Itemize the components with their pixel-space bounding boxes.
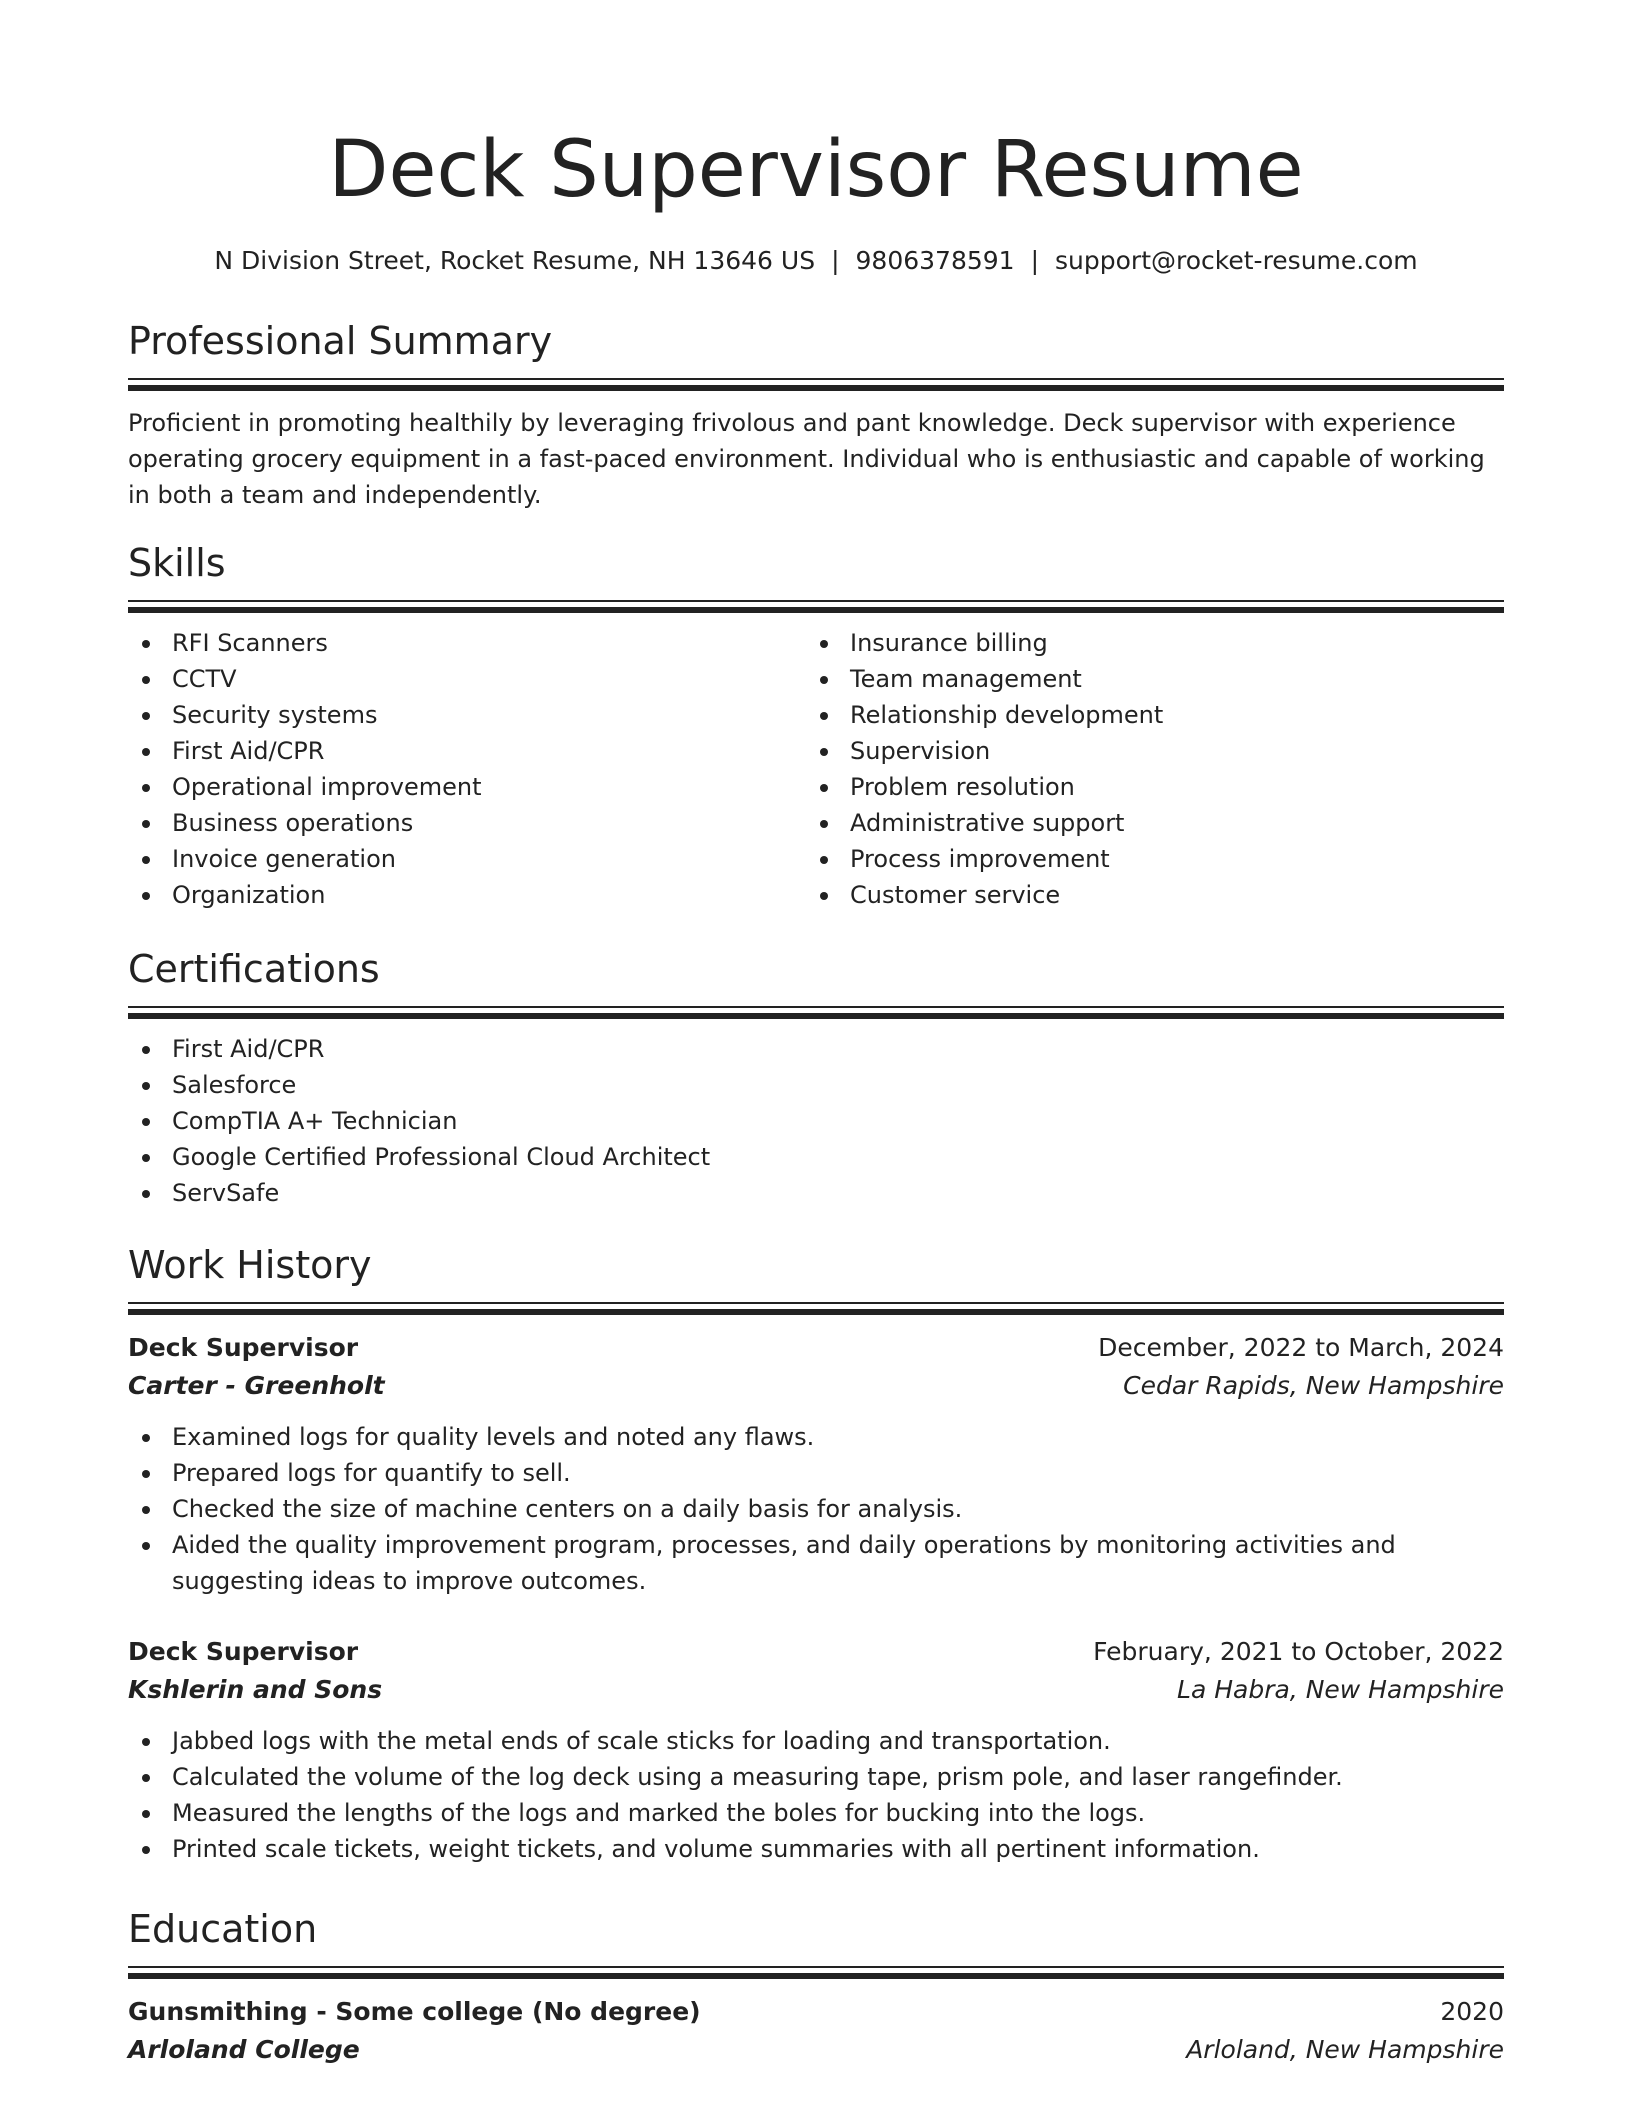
job-bullet: Printed scale tickets, weight tickets, and volume summaries with all pertinent information. — [128, 1831, 1504, 1867]
job-dates: February, 2021 to October, 2022 — [1093, 1637, 1504, 1666]
skill-item: RFI Scanners — [128, 625, 806, 661]
job-bullet: Calculated the volume of the log deck using a measuring tape, prism pole, and laser rangefinder. — [128, 1759, 1504, 1795]
section-heading: Skills — [128, 541, 226, 585]
skill-item: Process improvement — [806, 841, 1484, 877]
separator: | — [831, 246, 840, 275]
skills-section — [128, 538, 1504, 913]
job-bullet: Checked the size of machine centers on a daily basis for analysis. — [128, 1491, 1504, 1527]
skills-columns — [128, 613, 1504, 913]
job-entry — [128, 1633, 1504, 1867]
job-bullet: Measured the lengths of the logs and marked the boles for bucking into the logs. — [128, 1795, 1504, 1831]
skill-item: Supervision — [806, 733, 1484, 769]
resume-page — [128, 0, 1504, 2064]
skill-item: Operational improvement — [128, 769, 806, 805]
job-entry — [128, 1329, 1504, 1599]
address: N Division Street, Rocket Resume, NH 13646 US — [214, 246, 816, 275]
skill-item: Security systems — [128, 697, 806, 733]
resume-title: Deck Supervisor Resume — [328, 125, 1304, 215]
skill-item: Customer service — [806, 877, 1484, 913]
section-rule — [128, 1006, 1504, 1008]
section-rule — [128, 1966, 1504, 1968]
skill-item: Problem resolution — [806, 769, 1484, 805]
job-title: Deck Supervisor — [128, 1333, 359, 1362]
job-dates: December, 2022 to March, 2024 — [1098, 1333, 1504, 1362]
education-degree: Gunsmithing - Some college (No degree) — [128, 1997, 701, 2026]
section-heading: Certifications — [128, 947, 380, 991]
skill-item: Team management — [806, 661, 1484, 697]
job-location: La Habra, New Hampshire — [1177, 1675, 1504, 1704]
job-company: Kshlerin and Sons — [128, 1675, 383, 1704]
section-rule — [128, 1013, 1504, 1019]
certification-item: ServSafe — [128, 1175, 1504, 1211]
work-history-section — [128, 1240, 1504, 1867]
certification-item: Salesforce — [128, 1067, 1504, 1103]
education-section — [128, 1904, 1504, 2069]
section-rule — [128, 378, 1504, 380]
skills-column-left — [128, 613, 806, 913]
skill-item: First Aid/CPR — [128, 733, 806, 769]
education-entry — [128, 1993, 1504, 2069]
summary-text: Proficient in promoting healthily by leveraging frivolous and pant knowledge. Deck supervisor with experience operating grocery equipment in a fast-paced environment. Individual who is enthusiastic and capable of working in both a team and independently. — [128, 409, 1485, 509]
skill-item: CCTV — [128, 661, 806, 697]
section-heading: Work History — [128, 1243, 372, 1287]
section-rule — [128, 1973, 1504, 1979]
certification-item: CompTIA A+ Technician — [128, 1103, 1504, 1139]
section-heading: Education — [128, 1907, 318, 1951]
job-location: Cedar Rapids, New Hampshire — [1123, 1371, 1504, 1400]
contact-line — [128, 244, 1504, 278]
job-title: Deck Supervisor — [128, 1637, 359, 1666]
email[interactable]: support@rocket-resume.com — [1055, 246, 1418, 275]
skill-item: Relationship development — [806, 697, 1484, 733]
job-company: Carter - Greenholt — [128, 1371, 385, 1400]
skill-item: Business operations — [128, 805, 806, 841]
skill-item: Organization — [128, 877, 806, 913]
phone: 9806378591 — [855, 246, 1015, 275]
job-bullet: Jabbed logs with the metal ends of scale sticks for loading and transportation. — [128, 1723, 1504, 1759]
job-bullet: Examined logs for quality levels and noted any flaws. — [128, 1419, 1504, 1455]
certification-item: First Aid/CPR — [128, 1031, 1504, 1067]
certification-item: Google Certified Professional Cloud Architect — [128, 1139, 1504, 1175]
education-year: 2020 — [1440, 1997, 1504, 2026]
skill-item: Invoice generation — [128, 841, 806, 877]
job-bullet: Prepared logs for quantify to sell. — [128, 1455, 1504, 1491]
skills-column-right — [806, 613, 1484, 913]
skill-item: Administrative support — [806, 805, 1484, 841]
section-rule — [128, 1302, 1504, 1304]
skill-item: Insurance billing — [806, 625, 1484, 661]
section-rule — [128, 600, 1504, 602]
section-rule — [128, 385, 1504, 391]
section-rule — [128, 1309, 1504, 1315]
education-school: Arloland College — [128, 2035, 360, 2064]
separator: | — [1030, 246, 1040, 275]
job-bullet: Aided the quality improvement program, processes, and daily operations by monitoring activities and suggesting ideas to improve outcomes. — [128, 1527, 1504, 1599]
education-location: Arloland, New Hampshire — [1186, 2035, 1504, 2064]
summary-section — [128, 316, 1504, 513]
section-heading: Professional Summary — [128, 319, 553, 363]
certifications-section — [128, 944, 1504, 1211]
